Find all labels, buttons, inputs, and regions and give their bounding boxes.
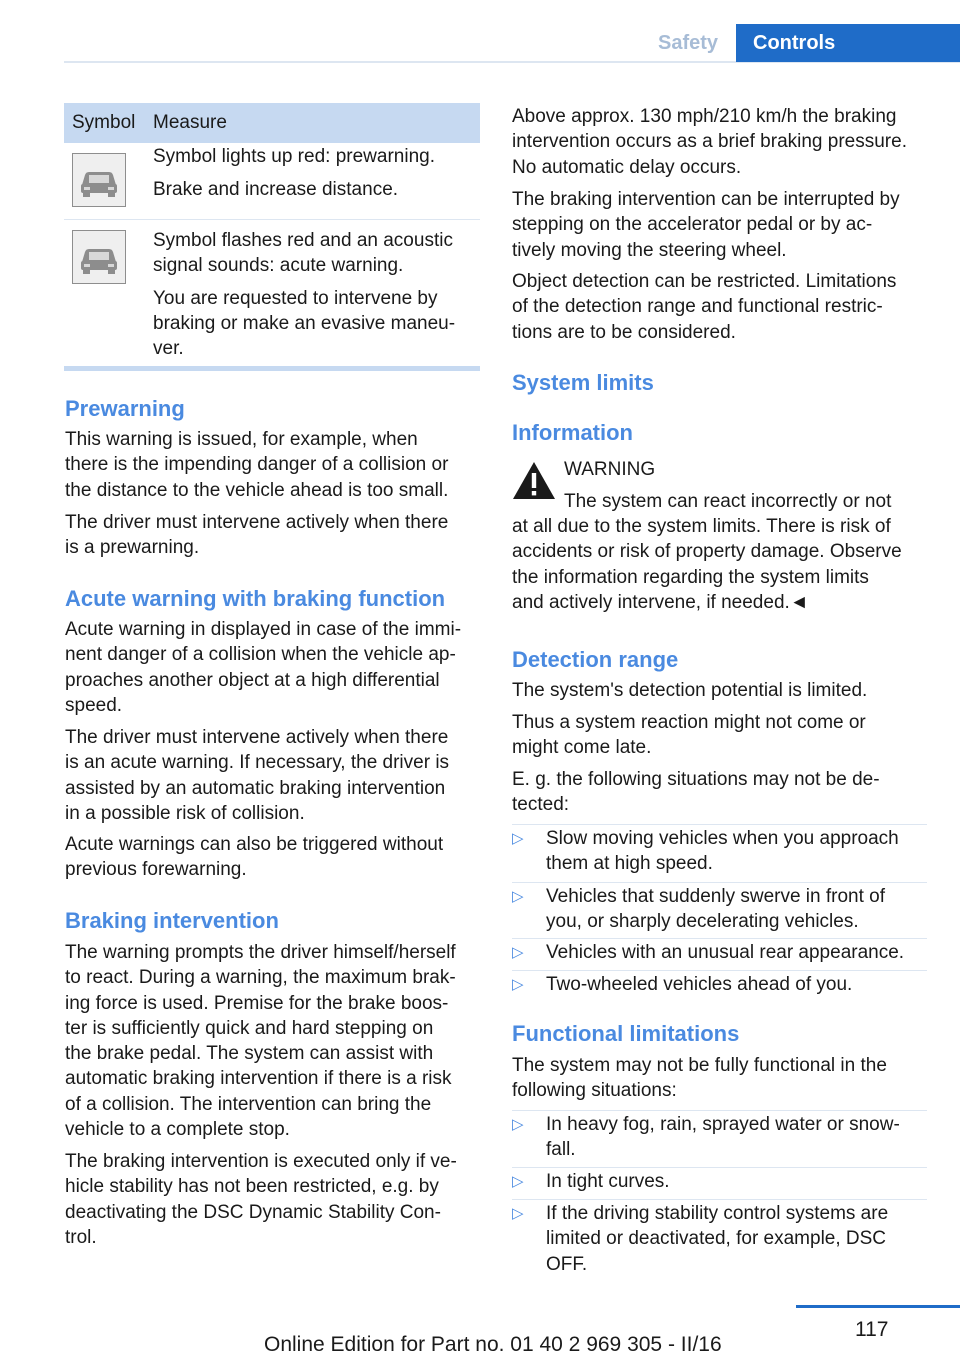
row1-line1: Symbol lights up red: prewarning. [153, 146, 435, 167]
text-line: The driver must intervene actively when there [65, 512, 449, 533]
list-item [512, 1167, 927, 1199]
row2-line: braking or make an evasive maneu- [153, 312, 456, 334]
acute-para-1 [65, 617, 495, 718]
text-line: This warning is issued, for example, when [65, 429, 418, 450]
row2-line: You are requested to intervene by [153, 287, 438, 309]
text-line: fall. [546, 1139, 576, 1161]
symbol-table [64, 103, 480, 366]
acute-para-3 [65, 832, 495, 883]
text-line: the distance to the vehicle ahead is too small. [65, 479, 449, 501]
text-line: Acute warnings can also be triggered without [65, 834, 444, 855]
text-line: Slow moving vehicles when you approach [546, 828, 899, 849]
row1-line2: Brake and increase distance. [153, 179, 399, 201]
text-line: proaches another object at a high differential [65, 669, 440, 691]
row2-line: ver. [153, 338, 184, 360]
text-line: In tight curves. [546, 1171, 670, 1192]
row2-line: signal sounds: acute warning. [153, 255, 404, 277]
bullet-icon: ▷ [512, 1173, 524, 1190]
text-line: The warning prompts the driver himself/herself [65, 942, 456, 963]
heading-system-limits: System limits [512, 370, 654, 395]
text-line: hicle stability has not been restricted, e.g. by [65, 1176, 439, 1198]
text-line: Two-wheeled vehicles ahead of you. [546, 974, 853, 995]
car-warning-icon [72, 153, 126, 207]
bullet-icon: ▷ [512, 830, 524, 847]
text-line: assisted by an automatic braking intervention [65, 777, 446, 799]
text-line: Above approx. 130 mph/210 km/h the braking [512, 106, 897, 127]
text-line: Vehicles that suddenly swerve in front of [546, 886, 886, 907]
footer-rule [796, 1305, 960, 1308]
braking-para-1 [65, 940, 495, 1142]
text-line: If the driving stability control systems are [546, 1203, 889, 1224]
table-row [64, 143, 480, 219]
text-line: the information regarding the system limits [512, 566, 869, 588]
col-symbol-header: Symbol [72, 112, 136, 133]
text-line: of a collision. The intervention can bring the [65, 1093, 432, 1115]
right-para-3 [512, 269, 942, 345]
text-line: intervention occurs as a brief braking pressure. [512, 131, 907, 153]
text-line: vehicle to a complete stop. [65, 1119, 290, 1141]
col-measure-header: Measure [153, 112, 227, 133]
text-line: The braking intervention can be interrupted by [512, 189, 900, 210]
warning-label: WARNING [564, 459, 656, 480]
text-line: in a possible risk of collision. [65, 802, 305, 824]
text-line: tected: [512, 794, 570, 816]
text-line: the brake pedal. The system can assist with [65, 1043, 434, 1065]
list-item [512, 824, 927, 882]
prewarning-para-1 [65, 427, 495, 503]
text-line: previous forewarning. [65, 859, 247, 881]
text-line: deactivating the DSC Dynamic Stability Con- [65, 1201, 441, 1223]
warning-text [512, 514, 942, 615]
row2-measure [153, 228, 473, 361]
table-bottom-rule [64, 366, 480, 371]
text-line: limited or deactivated, for example, DSC [546, 1228, 887, 1250]
text-line: is a prewarning. [65, 537, 200, 559]
heading-information: Information [512, 420, 633, 445]
text-line: them at high speed. [546, 853, 713, 875]
text-line: Object detection can be restricted. Limitations [512, 271, 897, 292]
text-line: OFF. [546, 1253, 588, 1275]
text-line: tions are to be considered. [512, 321, 736, 343]
warning-triangle-icon [512, 460, 556, 500]
bullet-icon: ▷ [512, 1205, 524, 1222]
text-line: Vehicles with an unusual rear appearance. [546, 942, 905, 963]
text-line: In heavy fog, rain, sprayed water or snow- [546, 1114, 900, 1135]
heading-prewarning: Prewarning [65, 396, 185, 421]
prewarning-para-2 [65, 510, 495, 561]
table-row [64, 219, 480, 366]
right-para-2 [512, 187, 942, 263]
text-line: speed. [65, 694, 123, 716]
text-line: The driver must intervene actively when there [65, 727, 449, 748]
page-number: 117 [855, 1318, 889, 1341]
row2-line: Symbol flashes red and an acoustic [153, 230, 453, 251]
acute-para-2 [65, 725, 495, 826]
text-line: accidents or risk of property damage. Observe [512, 541, 902, 563]
text-line: ter is sufficiently quick and hard stepping on [65, 1017, 434, 1039]
bullet-icon: ▷ [512, 944, 524, 961]
text-line: No automatic delay occurs. [512, 156, 742, 178]
text-line: there is the impending danger of a collision or [65, 454, 449, 476]
text-line: of the detection range and functional restric- [512, 296, 883, 318]
text-line: trol. [65, 1226, 97, 1248]
table-header [64, 103, 480, 143]
tab-safety[interactable]: Safety [657, 32, 719, 54]
text-line: following situations: [512, 1080, 677, 1102]
detection-para-1: The system's detection potential is limited. [512, 680, 868, 701]
heading-detection-range: Detection range [512, 647, 679, 672]
list-item [512, 970, 927, 1002]
car-warning-flashing-icon [72, 230, 126, 284]
online-edition-note: Online Edition for Part no. 01 40 2 969 305 - II/16 [264, 1333, 722, 1356]
bullet-icon: ▷ [512, 1116, 524, 1133]
heading-acute-warning: Acute warning with braking function [65, 586, 446, 611]
right-para-1 [512, 104, 942, 180]
list-item [512, 882, 927, 939]
text-line: you, or sharply decelerating vehicles. [546, 911, 859, 933]
detection-para-3 [512, 767, 942, 818]
list-item [512, 1110, 927, 1168]
text-line: might come late. [512, 737, 652, 759]
text-line: stepping on the accelerator pedal or by ac- [512, 214, 873, 236]
text-line: nent danger of a collision when the vehicle ap- [65, 644, 456, 666]
text-line: The braking intervention is executed only if ve- [65, 1151, 457, 1172]
text-line: at all due to the system limits. There is risk of [512, 516, 891, 537]
text-line: automatic braking intervention if there is a risk [65, 1068, 452, 1090]
text-line: The system may not be fully functional in the [512, 1055, 887, 1076]
tab-controls[interactable]: Controls [736, 24, 960, 62]
text-line: ing force is used. Premise for the brake boos- [65, 992, 449, 1014]
text-line: Acute warning in displayed in case of the immi- [65, 619, 462, 640]
text-line: to react. During a warning, the maximum brak- [65, 967, 456, 989]
text-line: and actively intervene, if needed.◄ [512, 591, 809, 613]
bullet-icon: ▷ [512, 976, 524, 993]
functional-para-1 [512, 1053, 942, 1104]
heading-functional-limitations: Functional limitations [512, 1021, 740, 1046]
text-line: is an acute warning. If necessary, the driver is [65, 752, 450, 774]
text-line: Thus a system reaction might not come or [512, 712, 866, 733]
row1-measure [153, 144, 473, 203]
list-item [512, 938, 927, 970]
text-line: tively moving the steering wheel. [512, 239, 787, 261]
warning-line-1: The system can react incorrectly or not [564, 491, 892, 512]
text-line: E. g. the following situations may not be de- [512, 769, 880, 790]
heading-braking-intervention: Braking intervention [65, 908, 279, 933]
braking-para-2 [65, 1149, 495, 1250]
list-item [512, 1199, 927, 1281]
detection-para-2 [512, 710, 942, 761]
bullet-icon: ▷ [512, 888, 524, 905]
